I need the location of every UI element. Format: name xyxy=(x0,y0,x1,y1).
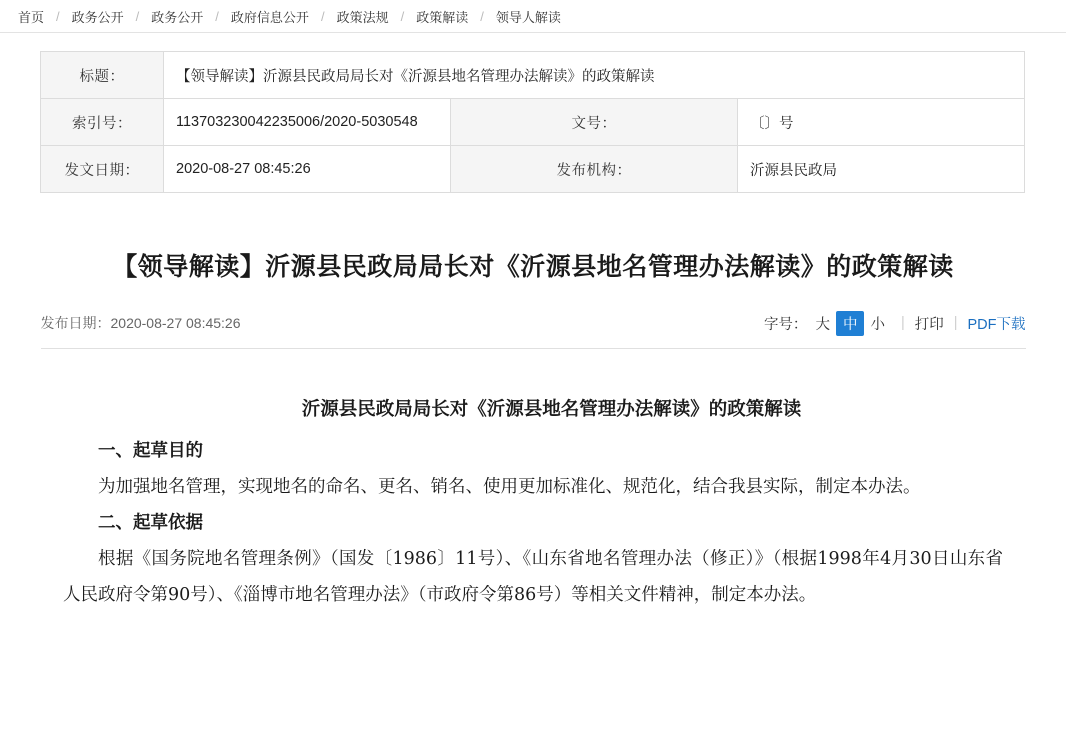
fontsize-small-button[interactable]: 小 xyxy=(870,316,885,333)
breadcrumb-item-1[interactable]: 政务公开 xyxy=(71,9,124,25)
meta-title-label: 标题： xyxy=(41,52,164,99)
toolbar-divider: | xyxy=(900,315,905,331)
document-meta-section xyxy=(0,33,1066,193)
table-row xyxy=(41,146,1025,193)
fontsize-medium-button[interactable]: 中 xyxy=(836,311,865,336)
breadcrumb xyxy=(0,0,1066,33)
breadcrumb-item-3[interactable]: 政府信息公开 xyxy=(230,9,309,25)
breadcrumb-item-4[interactable]: 政策法规 xyxy=(336,9,389,25)
body-section1-text: 为加强地名管理，实现地名的命名、更名、销名、使用更加标准化、规范化，结合我县实际，制定本办法。 xyxy=(98,477,921,498)
body-center-title: 沂源县民政局局长对《沂源县地名管理办法解读》的政策解读 xyxy=(301,398,802,420)
breadcrumb-item-2[interactable]: 政务公开 xyxy=(151,9,204,25)
breadcrumb-item-0[interactable]: 首页 xyxy=(18,9,45,25)
meta-org-label: 发布机构： xyxy=(451,146,738,193)
meta-title-value: 【领导解读】沂源县民政局局长对《沂源县地名管理办法解读》的政策解读 xyxy=(164,52,1025,99)
meta-org-value: 沂源县民政局 xyxy=(738,146,1025,193)
meta-date-label: 发文日期： xyxy=(41,146,164,193)
article-tools xyxy=(764,311,1026,336)
breadcrumb-separator: / xyxy=(480,8,484,24)
breadcrumb-separator: / xyxy=(400,8,405,24)
breadcrumb-item-5[interactable]: 政策解读 xyxy=(416,9,469,25)
meta-docno-value: 〔〕号 xyxy=(738,99,1025,146)
print-button[interactable]: 打印 xyxy=(914,316,944,333)
body-section2-text: 根据《国务院地名管理条例》（国发〔1986〕11号）、《山东省地名管理办法（修正）》（根据1998年4月30日山东省人民政府令第90号）、《淄博市地名管理办法》（市政府令第86号）等相关文件精神，制定本办法。 xyxy=(63,549,1003,605)
table-row xyxy=(41,52,1025,99)
body-section1-heading: 一、起草目的 xyxy=(98,441,203,462)
toolbar-divider: | xyxy=(953,315,958,331)
meta-docno-label: 文号： xyxy=(451,99,738,146)
fontsize-large-button[interactable]: 大 xyxy=(815,316,830,333)
meta-index-value: 113703230042235006/2020-5030548 xyxy=(164,99,451,146)
article xyxy=(0,249,1066,614)
breadcrumb-item-6[interactable]: 领导人解读 xyxy=(495,9,561,25)
pdf-download-link[interactable]: PDF下载 xyxy=(967,316,1026,333)
document-meta-table xyxy=(40,51,1025,193)
breadcrumb-separator: / xyxy=(215,8,219,24)
article-toolbar xyxy=(41,311,1026,349)
breadcrumb-separator: / xyxy=(135,8,140,24)
body-section2-heading: 二、起草依据 xyxy=(98,513,203,534)
article-body xyxy=(63,349,1003,614)
publish-date: 发布日期：2020-08-27 08:45:26 xyxy=(40,315,241,331)
page-title: 【领导解读】沂源县民政局局长对《沂源县地名管理办法解读》的政策解读 xyxy=(112,253,954,281)
meta-index-label: 索引号： xyxy=(41,99,164,146)
meta-date-value: 2020-08-27 08:45:26 xyxy=(164,146,451,193)
table-row xyxy=(41,99,1025,146)
fontsize-label: 字号： xyxy=(763,316,808,333)
breadcrumb-separator: / xyxy=(56,8,60,24)
breadcrumb-separator: / xyxy=(320,8,325,24)
